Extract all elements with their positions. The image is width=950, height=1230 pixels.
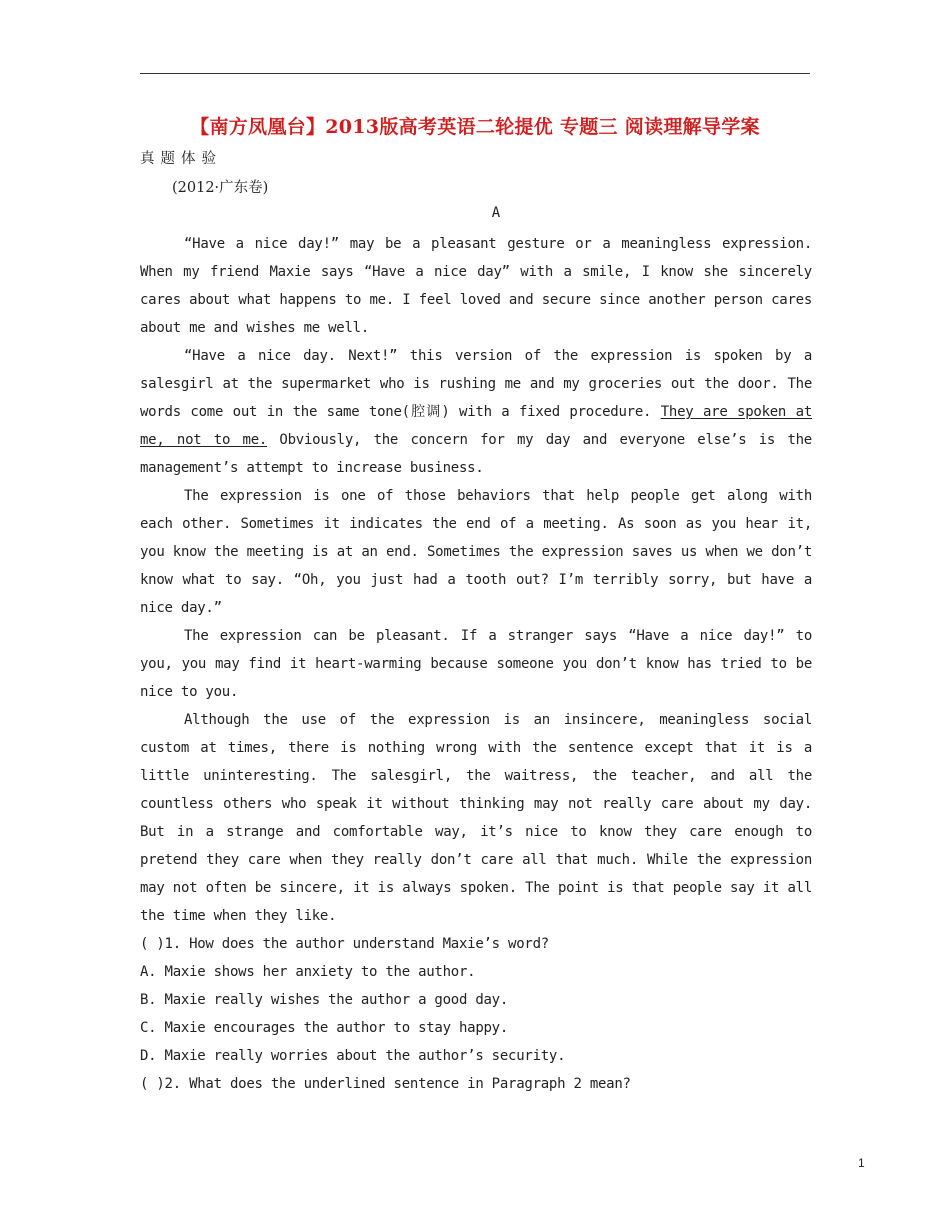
paragraph-2-after: Obviously, the concern for my day and everyone else’s is the management’s attempt to increase business. (140, 432, 812, 476)
paragraph-4: The expression can be pleasant. If a stranger says “Have a nice day!” to you, you may find it heart-warming because someone you don’t know has tried to be nice to you. (140, 628, 812, 700)
option-c: C. Maxie encourages the author to stay happy. (140, 1020, 509, 1036)
paragraph-2 (140, 342, 812, 482)
option-d: D. Maxie really worries about the author’s security. (140, 1048, 566, 1064)
option-a: A. Maxie shows her anxiety to the author. (140, 964, 476, 980)
source-label: (2012·广东卷) (172, 180, 269, 196)
paragraph-2-before: “Have a nice day. Next!” this version of the expression is spoken by a salesgirl at the supermarket who is rushing me and my groceries out the door. The words come out in the same tone(腔调) with a fixed procedure. (140, 348, 812, 420)
reading-passage (140, 230, 812, 1098)
question-1: ( )1. How does the author understand Maxie’s word? (140, 936, 549, 952)
document-title: 【南方凤凰台】2013版高考英语二轮提优 专题三 阅读理解导学案 (190, 116, 760, 138)
underlined-sentence: They are spoken at me, not to me. (140, 404, 812, 448)
passage-label: A (491, 205, 501, 221)
header-rule (140, 73, 810, 74)
option-b: B. Maxie really wishes the author a good day. (140, 992, 509, 1008)
question-2: ( )2. What does the underlined sentence in Paragraph 2 mean? (140, 1076, 631, 1092)
paragraph-3: The expression is one of those behaviors that help people get along with each other. Sometimes it indicates the end of a meeting. As soon as you hear it, you know the meeting is at an end. Sometimes the expression saves us when we don’t know what to say. “Oh, you just had a tooth out? I’m terribly sorry, but have a nice day.” (140, 488, 812, 616)
section-heading: 真题体验 (140, 151, 222, 167)
page-number: 1 (858, 1156, 865, 1170)
paragraph-1: “Have a nice day!” may be a pleasant gesture or a meaningless expression. When my friend Maxie says “Have a nice day” with a smile, I know she sincerely cares about what happens to me. I feel loved and secure since another person cares about me and wishes me well. (140, 236, 812, 336)
paragraph-5: Although the use of the expression is an insincere, meaningless social custom at times, there is nothing wrong with the sentence except that it is a little uninteresting. The salesgirl, the waitress, the teacher, and all the countless others who speak it without thinking may not really care about my day. But in a strange and comfortable way, it’s nice to know they care enough to pretend they care when they really don’t care all that much. While the expression may not often be sincere, it is always spoken. The point is that people say it all the time when they like. (140, 712, 812, 924)
